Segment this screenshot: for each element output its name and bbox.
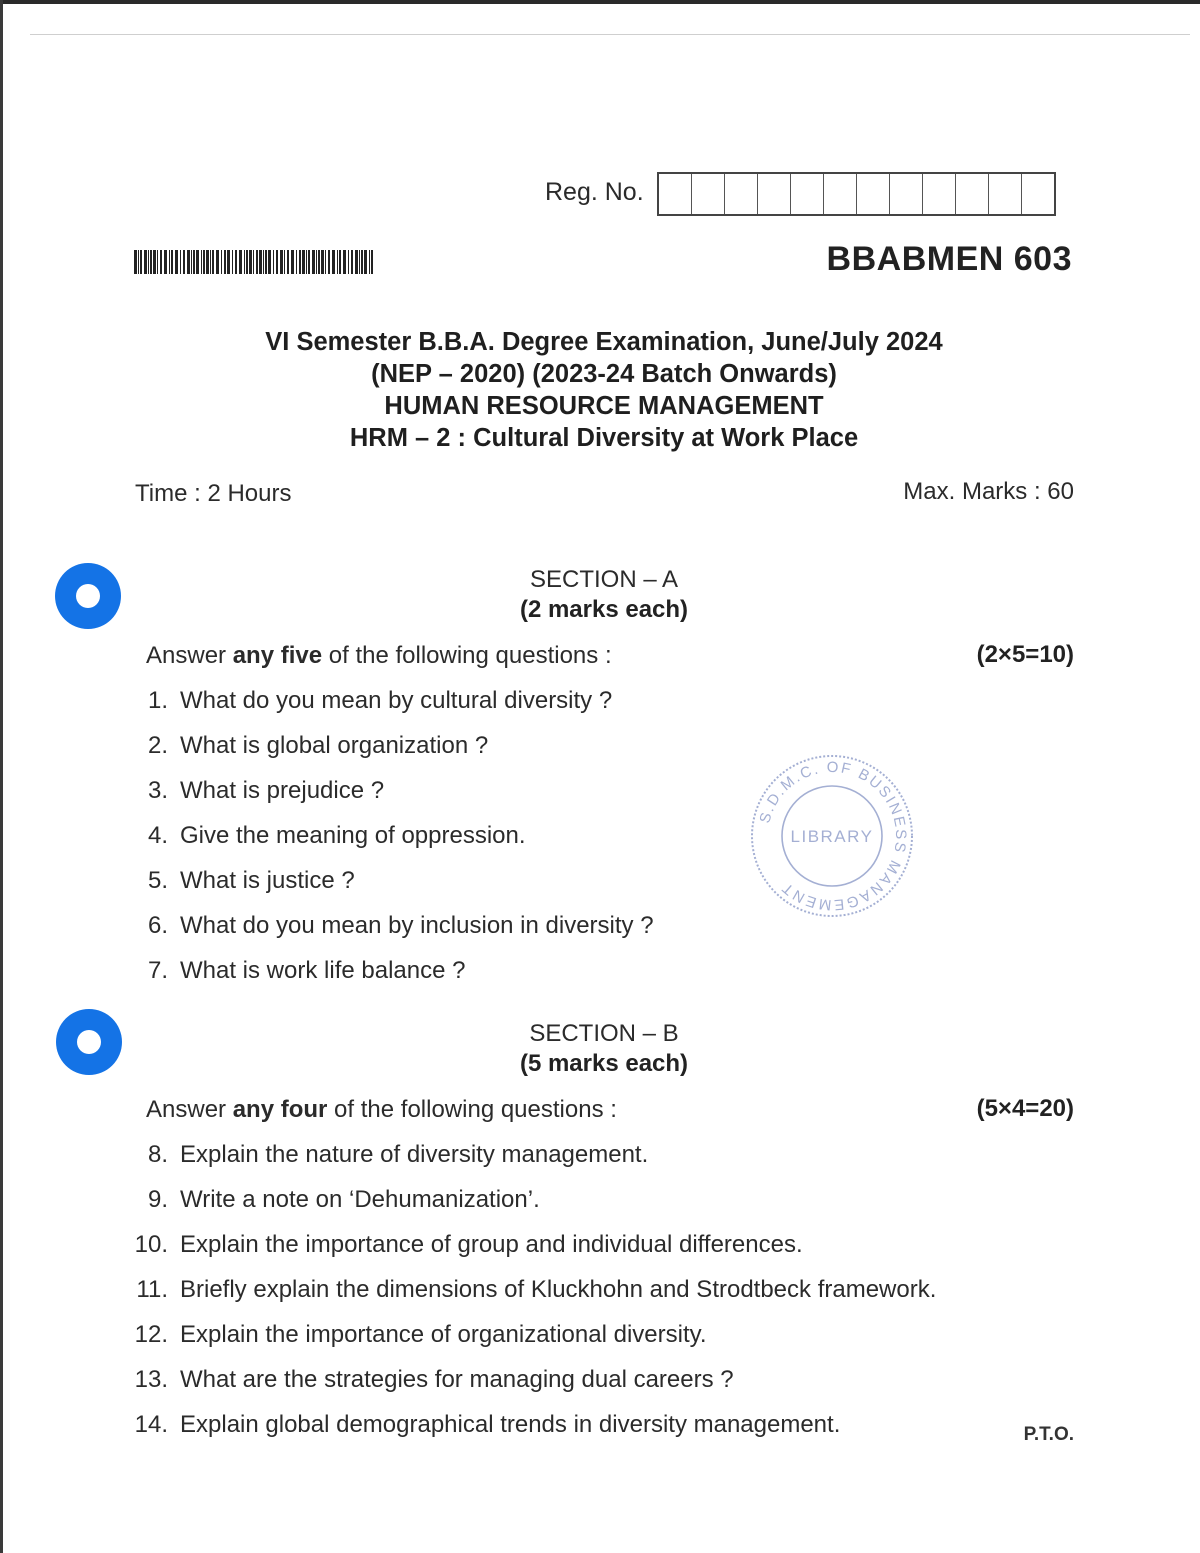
- question-number: 3.: [147, 777, 168, 804]
- question-text: Explain the importance of group and individual differences.: [180, 1231, 803, 1258]
- barcode-bar: [296, 250, 297, 274]
- question-item: [146, 867, 355, 895]
- barcode-bar: [276, 250, 278, 274]
- barcode-bar: [364, 250, 367, 274]
- reg-no-box[interactable]: [1022, 174, 1054, 214]
- scan-rule: [30, 34, 1190, 35]
- barcode-bar: [316, 250, 317, 274]
- barcode-bar: [268, 250, 271, 274]
- question-number: 10.: [134, 1231, 168, 1258]
- barcode-bar: [191, 250, 192, 274]
- barcode-bar: [351, 250, 353, 274]
- barcode-bar: [312, 250, 315, 274]
- question-text: Explain the importance of organizational diversity.: [180, 1321, 707, 1348]
- question-number: 6.: [147, 912, 168, 939]
- question-number: 1.: [147, 687, 168, 714]
- barcode-bar: [263, 250, 264, 274]
- reg-no-box[interactable]: [692, 174, 725, 214]
- exam-time: Time : 2 Hours: [135, 480, 292, 507]
- barcode-bar: [227, 250, 230, 274]
- exam-title: [0, 326, 1200, 454]
- barcode-bar: [361, 250, 363, 274]
- question-text: Write a note on ‘Dehumanization’.: [180, 1186, 540, 1213]
- question-text: Explain the nature of diversity management.: [180, 1141, 649, 1168]
- barcode-bar: [259, 250, 262, 274]
- instruction-emphasis: any five: [232, 642, 323, 669]
- question-number: 5.: [147, 867, 168, 894]
- barcode-bar: [224, 250, 226, 274]
- barcode-bar: [157, 250, 158, 274]
- question-item: [146, 777, 384, 805]
- barcode-bar: [299, 250, 301, 274]
- barcode-bar: [196, 250, 199, 274]
- barcode-bar: [221, 250, 222, 274]
- instruction-text: of the following questions :: [322, 642, 612, 669]
- question-item: [134, 1321, 707, 1349]
- barcode-bar: [249, 250, 252, 274]
- section-a-instruction: [146, 642, 612, 670]
- question-item: [146, 687, 612, 715]
- reg-no-box[interactable]: [725, 174, 758, 214]
- instruction-text: Answer: [146, 1096, 233, 1123]
- section-b-marks: (5 marks each): [519, 1050, 689, 1077]
- barcode-bar: [339, 250, 341, 274]
- scan-left-edge: [0, 0, 3, 1553]
- question-item: [146, 912, 654, 940]
- barcode-bar: [359, 250, 360, 274]
- barcode-bar: [302, 250, 305, 274]
- barcode-bar: [348, 250, 349, 274]
- question-number: 7.: [147, 957, 168, 984]
- title-line-2: (NEP – 2020) (2023-24 Batch Onwards): [371, 360, 837, 388]
- question-number: 4.: [147, 822, 168, 849]
- barcode-bar: [246, 250, 248, 274]
- question-item: [134, 1186, 540, 1214]
- question-item: [134, 1276, 936, 1304]
- barcode-bar: [203, 250, 205, 274]
- barcode-bar: [183, 250, 185, 274]
- question-number: 12.: [134, 1321, 168, 1348]
- barcode-bar: [148, 250, 149, 274]
- barcode-bar: [216, 250, 219, 274]
- barcode: [134, 250, 374, 274]
- barcode-bar: [321, 250, 324, 274]
- barcode-bar: [287, 250, 289, 274]
- barcode-bar: [337, 250, 338, 274]
- barcode-bar: [210, 250, 211, 274]
- question-number: 9.: [147, 1186, 168, 1213]
- barcode-bar: [284, 250, 285, 274]
- barcode-bar: [153, 250, 156, 274]
- reg-no-box[interactable]: [923, 174, 956, 214]
- question-number: 14.: [134, 1411, 168, 1438]
- instruction-text: of the following questions :: [327, 1096, 617, 1123]
- question-text: What is justice ?: [180, 867, 355, 894]
- barcode-bar: [187, 250, 190, 274]
- pto-note: P.T.O.: [1023, 1424, 1074, 1445]
- barcode-bar: [212, 250, 214, 274]
- barcode-bar: [280, 250, 283, 274]
- barcode-bar: [180, 250, 181, 274]
- barcode-bar: [318, 250, 320, 274]
- instruction-text: Answer: [146, 642, 233, 669]
- scan-top-edge: [0, 0, 1200, 4]
- reg-no-box[interactable]: [824, 174, 857, 214]
- barcode-bar: [369, 250, 370, 274]
- question-number: 11.: [136, 1276, 168, 1303]
- barcode-bar: [244, 250, 245, 274]
- barcode-bar: [175, 250, 178, 274]
- question-item: [146, 732, 488, 760]
- barcode-bar: [150, 250, 152, 274]
- barcode-bar: [171, 250, 173, 274]
- section-b-allocation: (5×4=20): [976, 1095, 1074, 1122]
- barcode-bar: [371, 250, 373, 274]
- barcode-bar: [308, 250, 310, 274]
- section-b-heading: SECTION – B: [529, 1020, 679, 1047]
- reg-no-box[interactable]: [857, 174, 890, 214]
- question-text: What do you mean by inclusion in diversity ?: [180, 912, 654, 939]
- question-item: [146, 822, 526, 850]
- section-a-heading: SECTION – A: [529, 566, 679, 593]
- barcode-bar: [164, 250, 167, 274]
- reg-no-box[interactable]: [956, 174, 989, 214]
- question-item: [134, 1231, 803, 1259]
- library-stamp: [748, 752, 916, 920]
- question-item: [134, 1411, 840, 1439]
- question-number: 13.: [134, 1366, 168, 1393]
- paper-code: BBABMEN 603: [826, 240, 1072, 278]
- section-b-instruction: [146, 1096, 617, 1124]
- stamp-outer-text: S.D.M.C. OF BUSINESS MANAGEMENT: [756, 758, 910, 914]
- barcode-bar: [265, 250, 267, 274]
- barcode-bar: [355, 250, 358, 274]
- barcode-bar: [273, 250, 274, 274]
- question-item: [134, 1141, 648, 1169]
- reg-no-boxes[interactable]: [657, 172, 1056, 216]
- question-text: What is prejudice ?: [180, 777, 385, 804]
- title-line-1: VI Semester B.B.A. Degree Examination, June/July 2024: [265, 328, 943, 356]
- title-line-3: HUMAN RESOURCE MANAGEMENT: [384, 392, 824, 420]
- barcode-bar: [206, 250, 209, 274]
- barcode-bar: [235, 250, 237, 274]
- reg-no-box[interactable]: [890, 174, 923, 214]
- question-number: 8.: [147, 1141, 168, 1168]
- reg-no-label: Reg. No.: [545, 178, 644, 206]
- barcode-bar: [232, 250, 233, 274]
- section-a-marks: (2 marks each): [519, 596, 689, 623]
- barcode-bar: [169, 250, 170, 274]
- barcode-bar: [138, 250, 139, 274]
- question-number: 2.: [147, 732, 168, 759]
- reg-no-box[interactable]: [659, 174, 692, 214]
- barcode-bar: [343, 250, 346, 274]
- barcode-bar: [239, 250, 242, 274]
- barcode-bar: [193, 250, 195, 274]
- question-text: Give the meaning of oppression.: [180, 822, 526, 849]
- barcode-bar: [144, 250, 147, 274]
- question-item: [146, 957, 465, 985]
- barcode-bar: [256, 250, 258, 274]
- question-text: Briefly explain the dimensions of Kluckhohn and Strodtbeck framework.: [180, 1276, 937, 1303]
- max-marks: Max. Marks : 60: [903, 478, 1074, 505]
- question-text: Explain global demographical trends in diversity management.: [180, 1411, 841, 1438]
- barcode-bar: [253, 250, 254, 274]
- question-text: What is work life balance ?: [180, 957, 466, 984]
- barcode-bar: [328, 250, 330, 274]
- reg-no-box[interactable]: [791, 174, 824, 214]
- reg-no-box[interactable]: [989, 174, 1022, 214]
- barcode-bar: [325, 250, 326, 274]
- question-text: What is global organization ?: [180, 732, 489, 759]
- stamp-inner-text: LIBRARY: [790, 827, 874, 846]
- question-text: What do you mean by cultural diversity ?: [180, 687, 613, 714]
- question-item: [134, 1366, 734, 1394]
- barcode-bar: [140, 250, 142, 274]
- barcode-bar: [332, 250, 335, 274]
- barcode-bar: [134, 250, 137, 274]
- barcode-bar: [201, 250, 202, 274]
- reg-no-box[interactable]: [758, 174, 791, 214]
- question-text: What are the strategies for managing dual careers ?: [180, 1366, 734, 1393]
- barcode-bar: [291, 250, 294, 274]
- title-line-4: HRM – 2 : Cultural Diversity at Work Place: [349, 424, 859, 452]
- instruction-emphasis: any four: [232, 1096, 328, 1123]
- section-a-allocation: (2×5=10): [976, 641, 1074, 668]
- barcode-bar: [306, 250, 307, 274]
- barcode-bar: [160, 250, 162, 274]
